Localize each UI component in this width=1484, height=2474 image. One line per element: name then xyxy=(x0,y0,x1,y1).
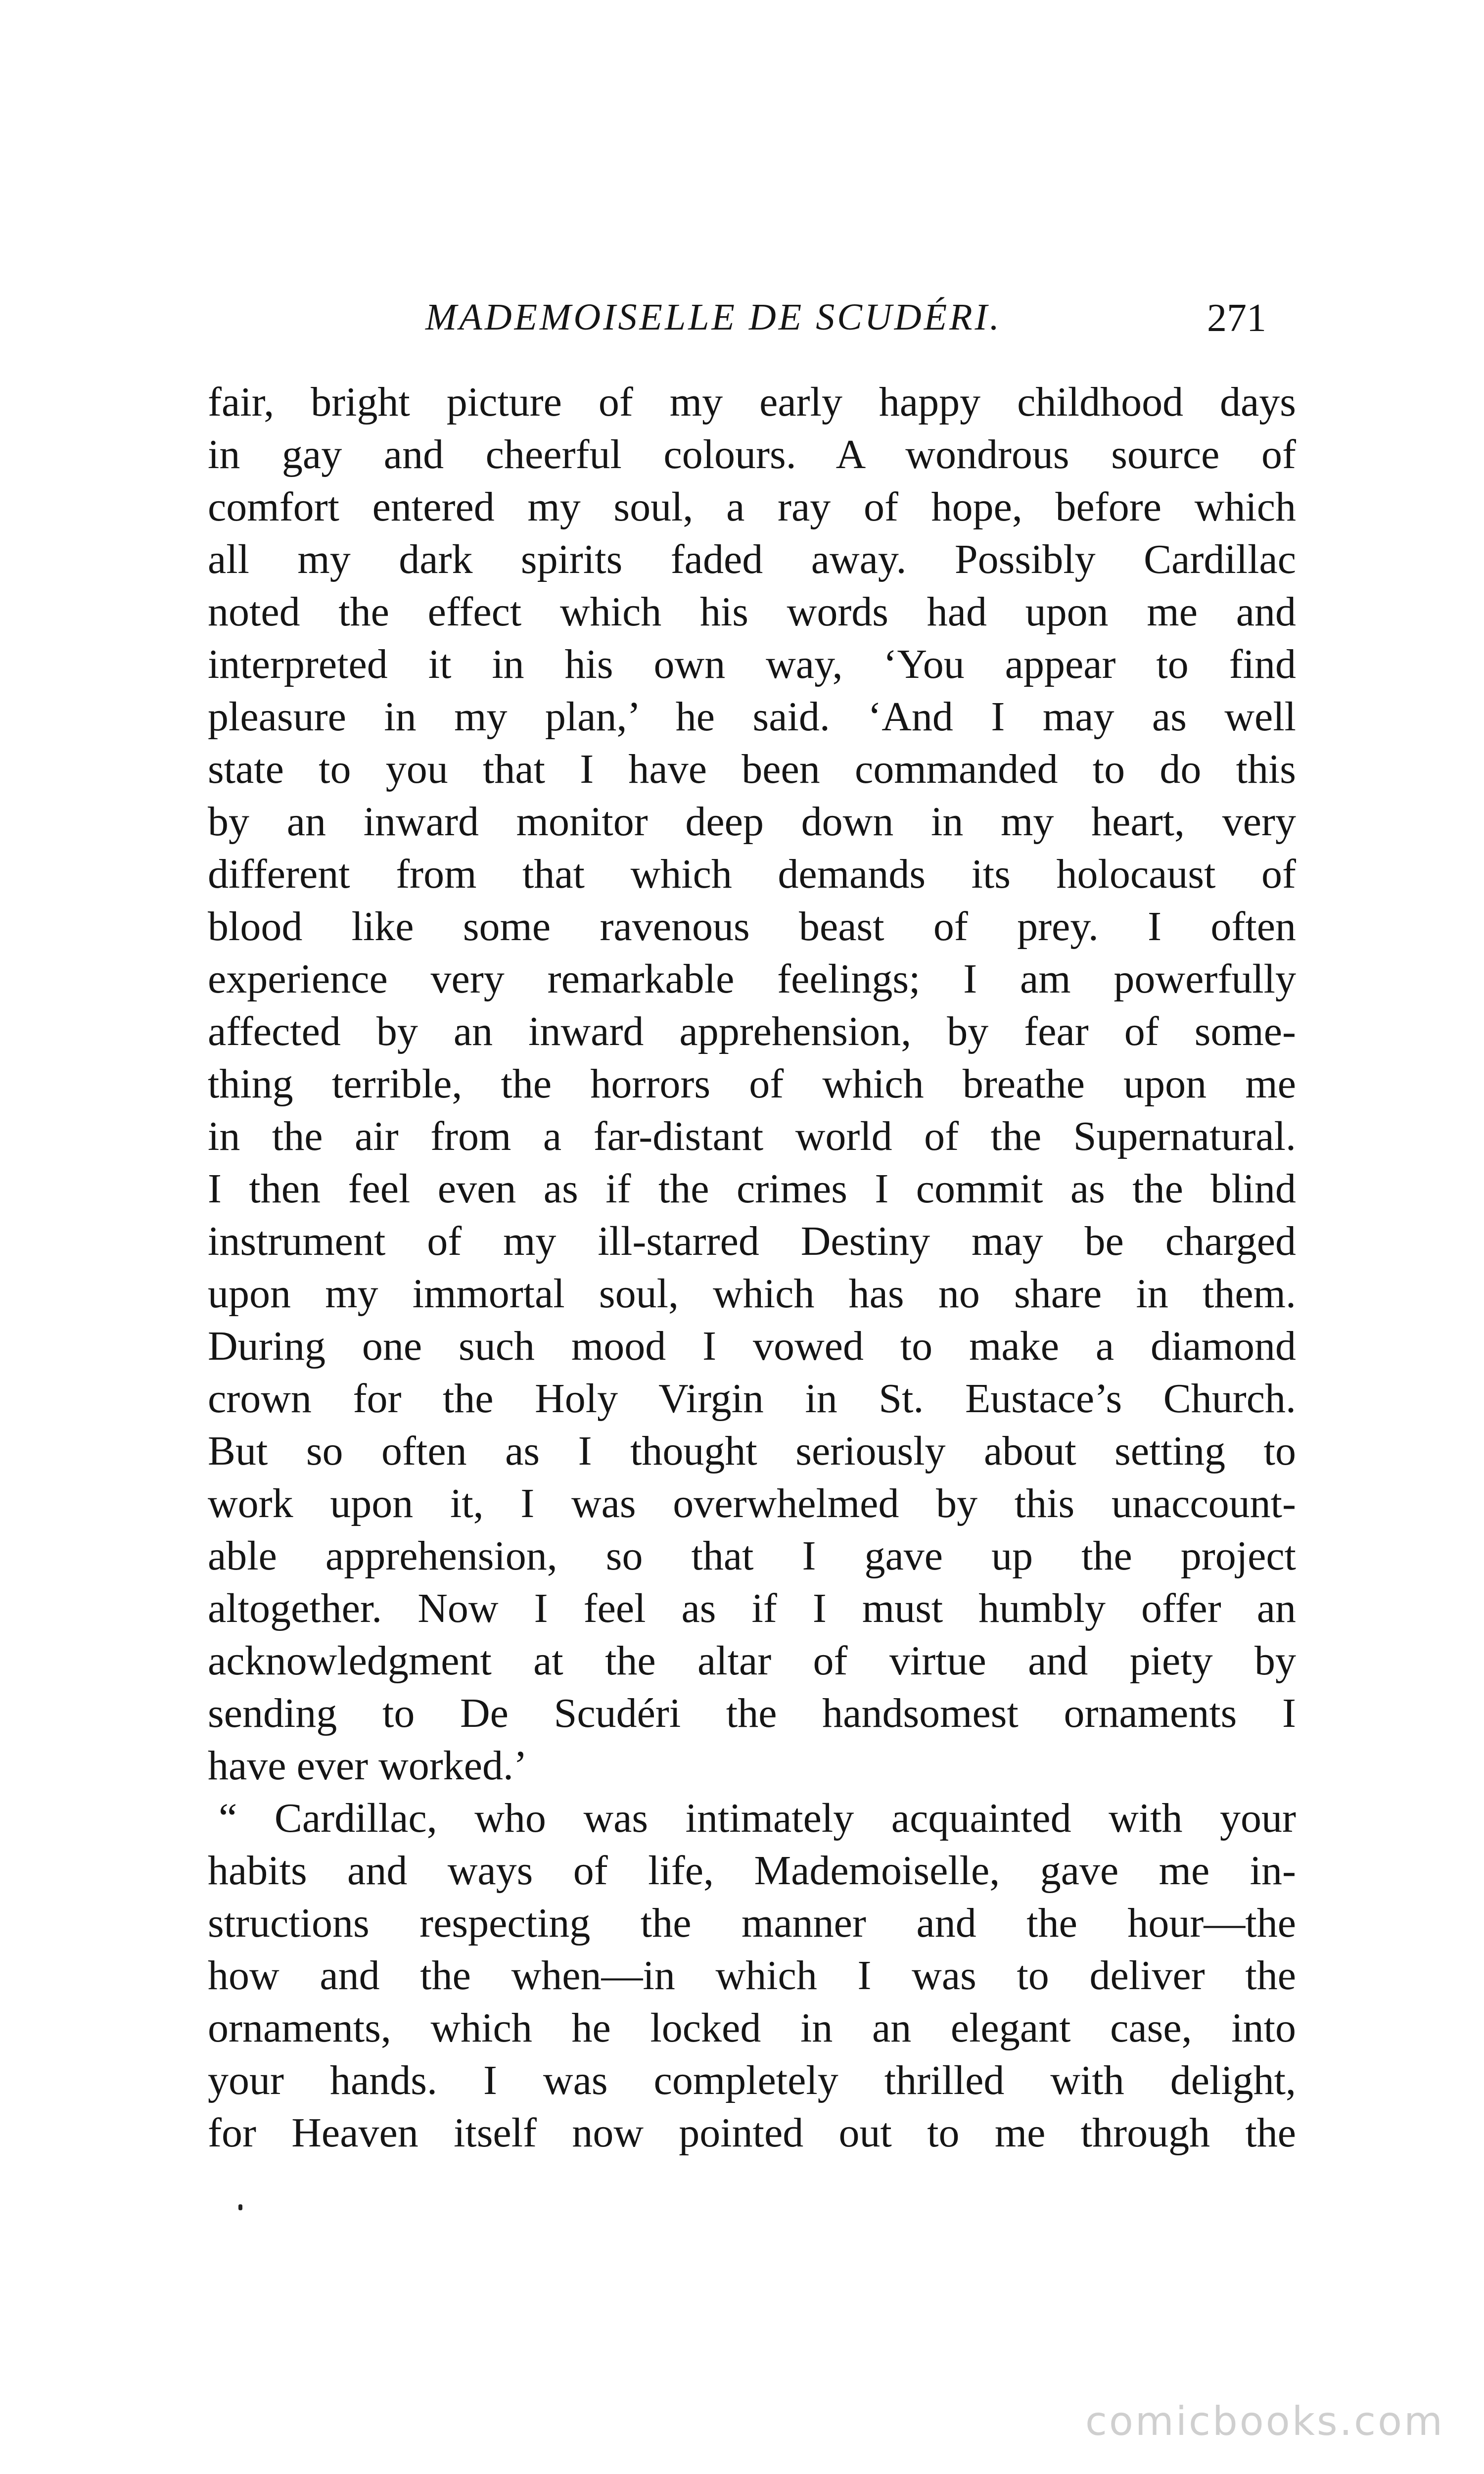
text-line: blood like some ravenous beast of prey. I often xyxy=(208,904,1296,950)
text-line: have ever worked.’ xyxy=(208,1743,527,1789)
text-line: instrument of my ill-starred Destiny may be charged xyxy=(208,1218,1296,1264)
text-line: different from that which demands its holocaust of xyxy=(208,851,1296,897)
running-head xyxy=(208,296,1296,350)
text-line: in gay and cheerful colours. A wondrous source of xyxy=(208,431,1296,477)
text-line: fair, bright picture of my early happy childhood days xyxy=(208,379,1296,425)
text-line: comfort entered my soul, a ray of hope, before which xyxy=(208,484,1296,530)
text-line: affected by an inward apprehension, by fear of some- xyxy=(208,1008,1296,1054)
text-line: for Heaven itself now pointed out to me through the xyxy=(208,2110,1296,2156)
text-line: altogether. Now I feel as if I must humbly offer an xyxy=(208,1585,1296,1631)
text-line: “ Cardillac, who was intimately acquainted with your xyxy=(219,1795,1296,1841)
text-line: acknowledgment at the altar of virtue and piety by xyxy=(208,1638,1296,1684)
text-line: upon my immortal soul, which has no share in them. xyxy=(208,1271,1296,1317)
text-line: crown for the Holy Virgin in St. Eustace’s Church. xyxy=(208,1376,1296,1422)
text-line: But so often as I thought seriously about setting to xyxy=(208,1428,1296,1474)
running-title: MADEMOISELLE DE SCUDÉRI. xyxy=(425,296,1002,338)
text-line: in the air from a far-distant world of the Supernatural. xyxy=(208,1113,1296,1159)
text-line: pleasure in my plan,’ he said. ‘And I may as well xyxy=(208,694,1296,740)
text-line: by an inward monitor deep down in my heart, very xyxy=(208,799,1296,845)
text-line: During one such mood I vowed to make a diamond xyxy=(208,1323,1296,1369)
ink-speck xyxy=(238,2204,242,2210)
watermark: comicbooks.com xyxy=(1085,2398,1444,2444)
body-text xyxy=(208,376,1296,2159)
page-number: 271 xyxy=(1207,296,1266,340)
text-line: noted the effect which his words had upon me and xyxy=(208,589,1296,635)
text-line: your hands. I was completely thrilled with delight, xyxy=(208,2057,1296,2103)
text-line: thing terrible, the horrors of which breathe upon me xyxy=(208,1061,1296,1107)
text-line: habits and ways of life, Mademoiselle, gave me in- xyxy=(208,1848,1296,1894)
text-line: all my dark spirits faded away. Possibly Cardillac xyxy=(208,536,1296,582)
text-line: structions respecting the manner and the hour—the xyxy=(208,1900,1296,1946)
text-line: experience very remarkable feelings; I am powerfully xyxy=(208,956,1296,1002)
text-line: I then feel even as if the crimes I commit as the blind xyxy=(208,1166,1296,1212)
text-line: ornaments, which he locked in an elegant case, into xyxy=(208,2005,1296,2051)
text-line: interpreted it in his own way, ‘You appear to find xyxy=(208,641,1296,687)
text-line: able apprehension, so that I gave up the project xyxy=(208,1533,1296,1579)
text-line: state to you that I have been commanded to do this xyxy=(208,746,1296,792)
text-line: sending to De Scudéri the handsomest ornaments I xyxy=(208,1690,1296,1736)
text-line: work upon it, I was overwhelmed by this unaccount- xyxy=(208,1480,1296,1526)
text-line: how and the when—in which I was to deliver the xyxy=(208,1952,1296,1998)
